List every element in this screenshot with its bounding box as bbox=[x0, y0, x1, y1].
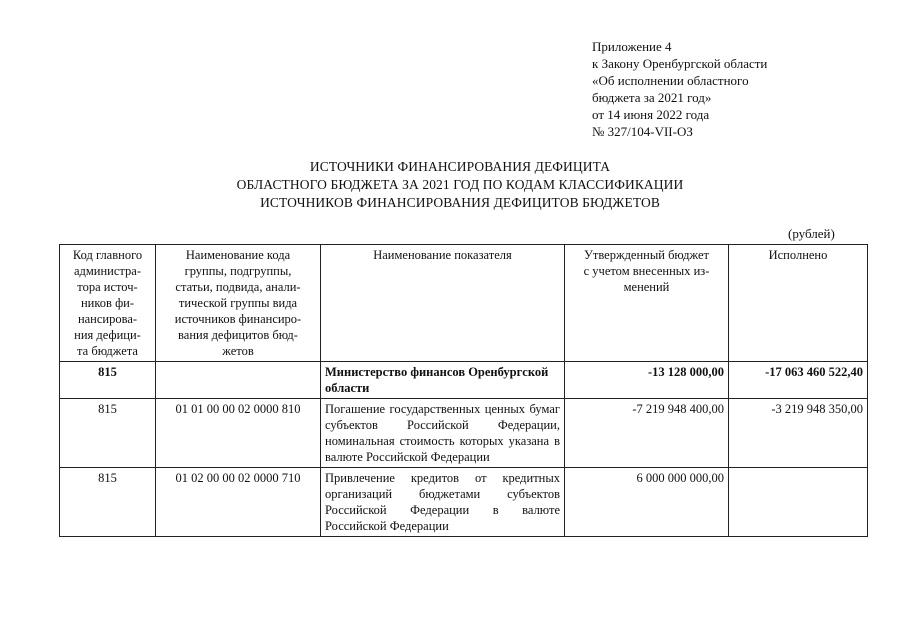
appendix-reference: Приложение 4 к Закону Оренбургской области «Об исполнении областного бюджета за 2021 год» от 14 июня 2022 года № 327/104-VII-ОЗ bbox=[592, 39, 768, 139]
admin-code-cell: 815 bbox=[60, 362, 156, 399]
header-approved-budget: Утвержденный бюджет с учетом внесенных из- менений bbox=[565, 245, 729, 362]
document-title: ИСТОЧНИКИ ФИНАНСИРОВАНИЯ ДЕФИЦИТА ОБЛАСТНОГО БЮДЖЕТА ЗА 2021 ГОД ПО КОДАМ КЛАССИФИКАЦИИ ИСТОЧНИКОВ ФИНАНСИРОВАНИЯ ДЕФИЦИТОВ БЮДЖЕТОВ bbox=[236, 159, 684, 210]
classification-code-cell: 01 02 00 00 02 0000 710 bbox=[156, 468, 321, 537]
header-executed: Исполнено bbox=[729, 245, 868, 362]
approved-amount-cell: -13 128 000,00 bbox=[565, 362, 729, 399]
executed-amount-cell: -3 219 948 350,00 bbox=[729, 399, 868, 468]
executed-amount-cell: -17 063 460 522,40 bbox=[729, 362, 868, 399]
indicator-name-cell: Министерство финансов Оренбургской области bbox=[321, 362, 565, 399]
header-admin-code: Код главного администра- тора источ- ников фи- нансирова- ния дефици- та бюджета bbox=[60, 245, 156, 362]
admin-code-cell: 815 bbox=[60, 468, 156, 537]
financing-sources-table bbox=[59, 244, 868, 537]
indicator-name-cell: Привлечение кредитов от кредитных организаций бюджетами субъектов Российской Федерации в валюте Российской Федерации bbox=[321, 468, 565, 537]
approved-amount-cell: 6 000 000 000,00 bbox=[565, 468, 729, 537]
executed-amount-cell bbox=[729, 468, 868, 537]
table-header-row bbox=[60, 245, 868, 362]
units-label: (рублей) bbox=[788, 226, 835, 241]
header-classification-code: Наименование кода группы, подгруппы, статьи, подвида, анали- тической группы вида источников финансиро- вания дефицитов бюд- жетов bbox=[156, 245, 321, 362]
table-row bbox=[60, 399, 868, 468]
approved-amount-cell: -7 219 948 400,00 bbox=[565, 399, 729, 468]
table-row bbox=[60, 362, 868, 399]
table-row bbox=[60, 468, 868, 537]
classification-code-cell: 01 01 00 00 02 0000 810 bbox=[156, 399, 321, 468]
indicator-name-cell: Погашение государственных ценных бумаг субъектов Российской Федерации, номинальная стоимость которых указана в валюте Российской Федерации bbox=[321, 399, 565, 468]
header-indicator-name: Наименование показателя bbox=[321, 245, 565, 362]
classification-code-cell bbox=[156, 362, 321, 399]
admin-code-cell: 815 bbox=[60, 399, 156, 468]
